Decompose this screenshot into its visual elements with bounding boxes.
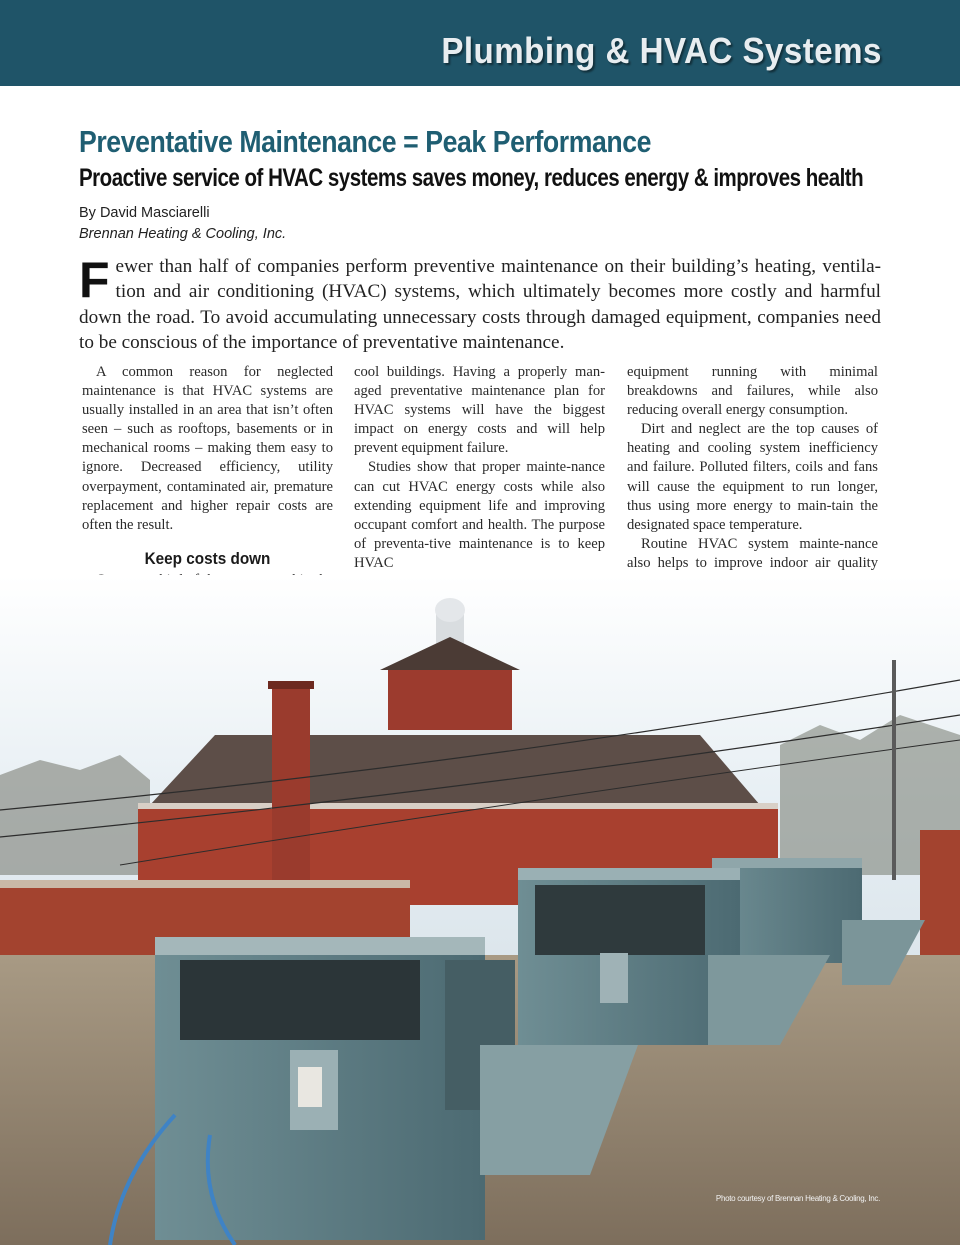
section-heading: Keep costs down xyxy=(144,548,271,568)
article-column-1 xyxy=(82,363,333,609)
body-paragraph: Routine HVAC system mainte-nance also helps to improve indoor air quality xyxy=(627,535,878,571)
body-paragraph: cool buildings. Having a properly man-aged preventative maintenance plan for HVAC systems will have the biggest impact on energy costs and will help prevent equipment failure. xyxy=(354,364,605,457)
rooftop-hvac-photo xyxy=(0,575,960,1245)
article-headline: Preventative Maintenance = Peak Performance xyxy=(79,124,652,159)
body-paragraph: Dirt and neglect are the top causes of heating and cooling system inefficiency and failure. Polluted filters, coils and fans will cause the equipment to run longer, thus using more energy to main-tain the designated space temperature. xyxy=(627,421,878,533)
intro-text: ewer than half of companies perform preventive maintenance on their building’s heating, ventila-tion and air conditioning (HVAC) systems, which ultimately becomes more costly and harmful down the road. To avoid accumulating unnecessary costs through damaged equipment, companies need to be conscious of the importance of preventative maintenance. xyxy=(79,256,881,353)
article-column-2 xyxy=(354,363,605,573)
article-column-3 xyxy=(627,363,878,611)
section-title: Plumbing & HVAC Systems xyxy=(441,30,882,71)
drop-cap: F xyxy=(79,252,110,308)
intro-paragraph xyxy=(79,254,881,355)
body-paragraph: equipment running with minimal breakdowns and failures, while also reducing overall energy consumption. xyxy=(627,364,878,419)
body-paragraph: Studies show that proper mainte-nance can cut HVAC energy costs while also extending equipment life and improving occupant comfort and health. The purpose of preventa-tive maintenance is to keep HVAC xyxy=(354,459,605,571)
body-paragraph: A common reason for neglected maintenance is that HVAC systems are usually installed in an area that isn’t often seen – such as rooftops, basements or in mechanical rooms – making them easy to ignore. Decreased efficiency, utility overpayment, contaminated air, premature replacement and higher repair costs are often the result. xyxy=(82,364,333,533)
author-affiliation: Brennan Heating & Cooling, Inc. xyxy=(79,226,287,242)
byline: By David Masciarelli xyxy=(79,205,210,221)
photo-credit: Photo courtesy of Brennan Heating & Cooling, Inc. xyxy=(715,1194,880,1203)
article-subhead: Proactive service of HVAC systems saves money, reduces energy & improves health xyxy=(79,164,864,192)
